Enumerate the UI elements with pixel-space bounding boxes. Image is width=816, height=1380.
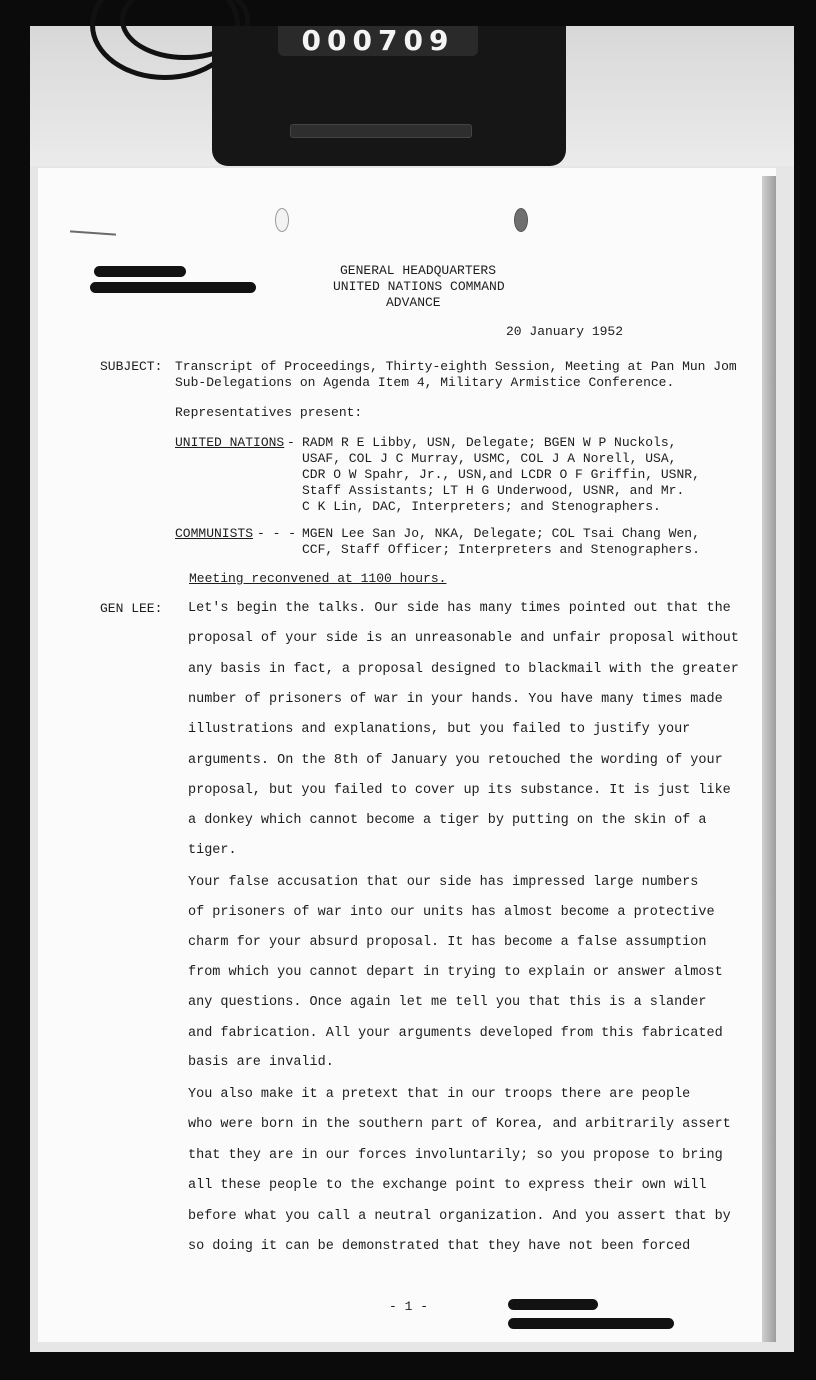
communists-label: COMMUNISTS xyxy=(175,526,254,541)
header-line-3: ADVANCE xyxy=(386,295,441,310)
transcript-line: tiger. xyxy=(188,843,237,858)
transcript-line: before what you call a neutral organization. And you assert that by xyxy=(188,1209,731,1224)
transcript-line: proposal of your side is an unreasonable and unfair proposal without xyxy=(188,631,739,646)
transcript-line: a donkey which cannot become a tiger by putting on the skin of a xyxy=(188,813,707,828)
un-line: RADM R E Libby, USN, Delegate; BGEN W P Nuckols, xyxy=(302,435,677,450)
redaction-mark xyxy=(508,1299,598,1310)
transcript-line: all these people to the exchange point to express their own will xyxy=(188,1178,707,1193)
document-date: 20 January 1952 xyxy=(506,324,624,339)
subject-label: SUBJECT: xyxy=(100,359,163,374)
punch-hole xyxy=(275,208,289,232)
transcript-line: who were born in the southern part of Korea, and arbitrarily assert xyxy=(188,1117,731,1132)
page-number: - 1 - xyxy=(389,1299,429,1314)
un-dash: - xyxy=(287,435,295,450)
counter-slot xyxy=(290,124,472,138)
transcript-line: illustrations and explanations, but you failed to justify your xyxy=(188,722,691,737)
transcript-line: proposal, but you failed to cover up its substance. It is just like xyxy=(188,783,731,798)
subject-line-2: Sub-Delegations on Agenda Item 4, Military Armistice Conference. xyxy=(175,375,675,390)
communists-line: CCF, Staff Officer; Interpreters and Stenographers. xyxy=(302,542,700,557)
redaction-mark xyxy=(508,1318,674,1329)
punch-hole xyxy=(514,208,528,232)
transcript-line: any basis in fact, a proposal designed to blackmail with the greater xyxy=(188,662,739,677)
un-line: Staff Assistants; LT H G Underwood, USNR, and Mr. xyxy=(302,483,685,498)
speaker-label: GEN LEE: xyxy=(100,601,163,616)
un-line: CDR O W Spahr, Jr., USN,and LCDR O F Griffin, USNR, xyxy=(302,467,700,482)
subject-line-1: Transcript of Proceedings, Thirty-eighth Session, Meeting at Pan Mun Jom xyxy=(175,359,737,374)
transcript-line: You also make it a pretext that in our troops there are people xyxy=(188,1087,691,1102)
communists-dash: - - - xyxy=(257,526,297,541)
transcript-line: and fabrication. All your arguments developed from this fabricated xyxy=(188,1026,723,1041)
transcript-line: that they are in our forces involuntarily; so you propose to bring xyxy=(188,1148,723,1163)
redaction-mark xyxy=(94,266,186,277)
transcript-line: number of prisoners of war in your hands. You have many times made xyxy=(188,692,723,707)
un-line: USAF, COL J C Murray, USMC, COL J A Norell, USA, xyxy=(302,451,677,466)
redaction-mark xyxy=(90,282,256,293)
un-label: UNITED NATIONS xyxy=(175,435,285,450)
transcript-line: arguments. On the 8th of January you retouched the wording of your xyxy=(188,753,723,768)
transcript-line: of prisoners of war into our units has almost become a protective xyxy=(188,905,715,920)
transcript-line: from which you cannot depart in trying to explain or answer almost xyxy=(188,965,723,980)
transcript-line: so doing it can be demonstrated that they have not been forced xyxy=(188,1239,691,1254)
transcript-line: basis are invalid. xyxy=(188,1055,334,1070)
transcript-line: any questions. Once again let me tell you that this is a slander xyxy=(188,995,707,1010)
header-line-1: GENERAL HEADQUARTERS xyxy=(340,263,497,278)
transcript-line: Let's begin the talks. Our side has many times pointed out that the xyxy=(188,601,731,616)
meeting-note: Meeting reconvened at 1100 hours. xyxy=(189,571,447,586)
transcript-line: Your false accusation that our side has impressed large numbers xyxy=(188,875,699,890)
communists-line: MGEN Lee San Jo, NKA, Delegate; COL Tsai Chang Wen, xyxy=(302,526,700,541)
paper-edge-shadow xyxy=(762,176,776,1342)
header-line-2: UNITED NATIONS COMMAND xyxy=(333,279,505,294)
frame-counter-number: 000709 xyxy=(278,26,478,56)
un-line: C K Lin, DAC, Interpreters; and Stenographers. xyxy=(302,499,661,514)
frame-counter-device xyxy=(212,26,566,166)
representatives-heading: Representatives present: xyxy=(175,405,363,420)
transcript-line: charm for your absurd proposal. It has become a false assumption xyxy=(188,935,707,950)
